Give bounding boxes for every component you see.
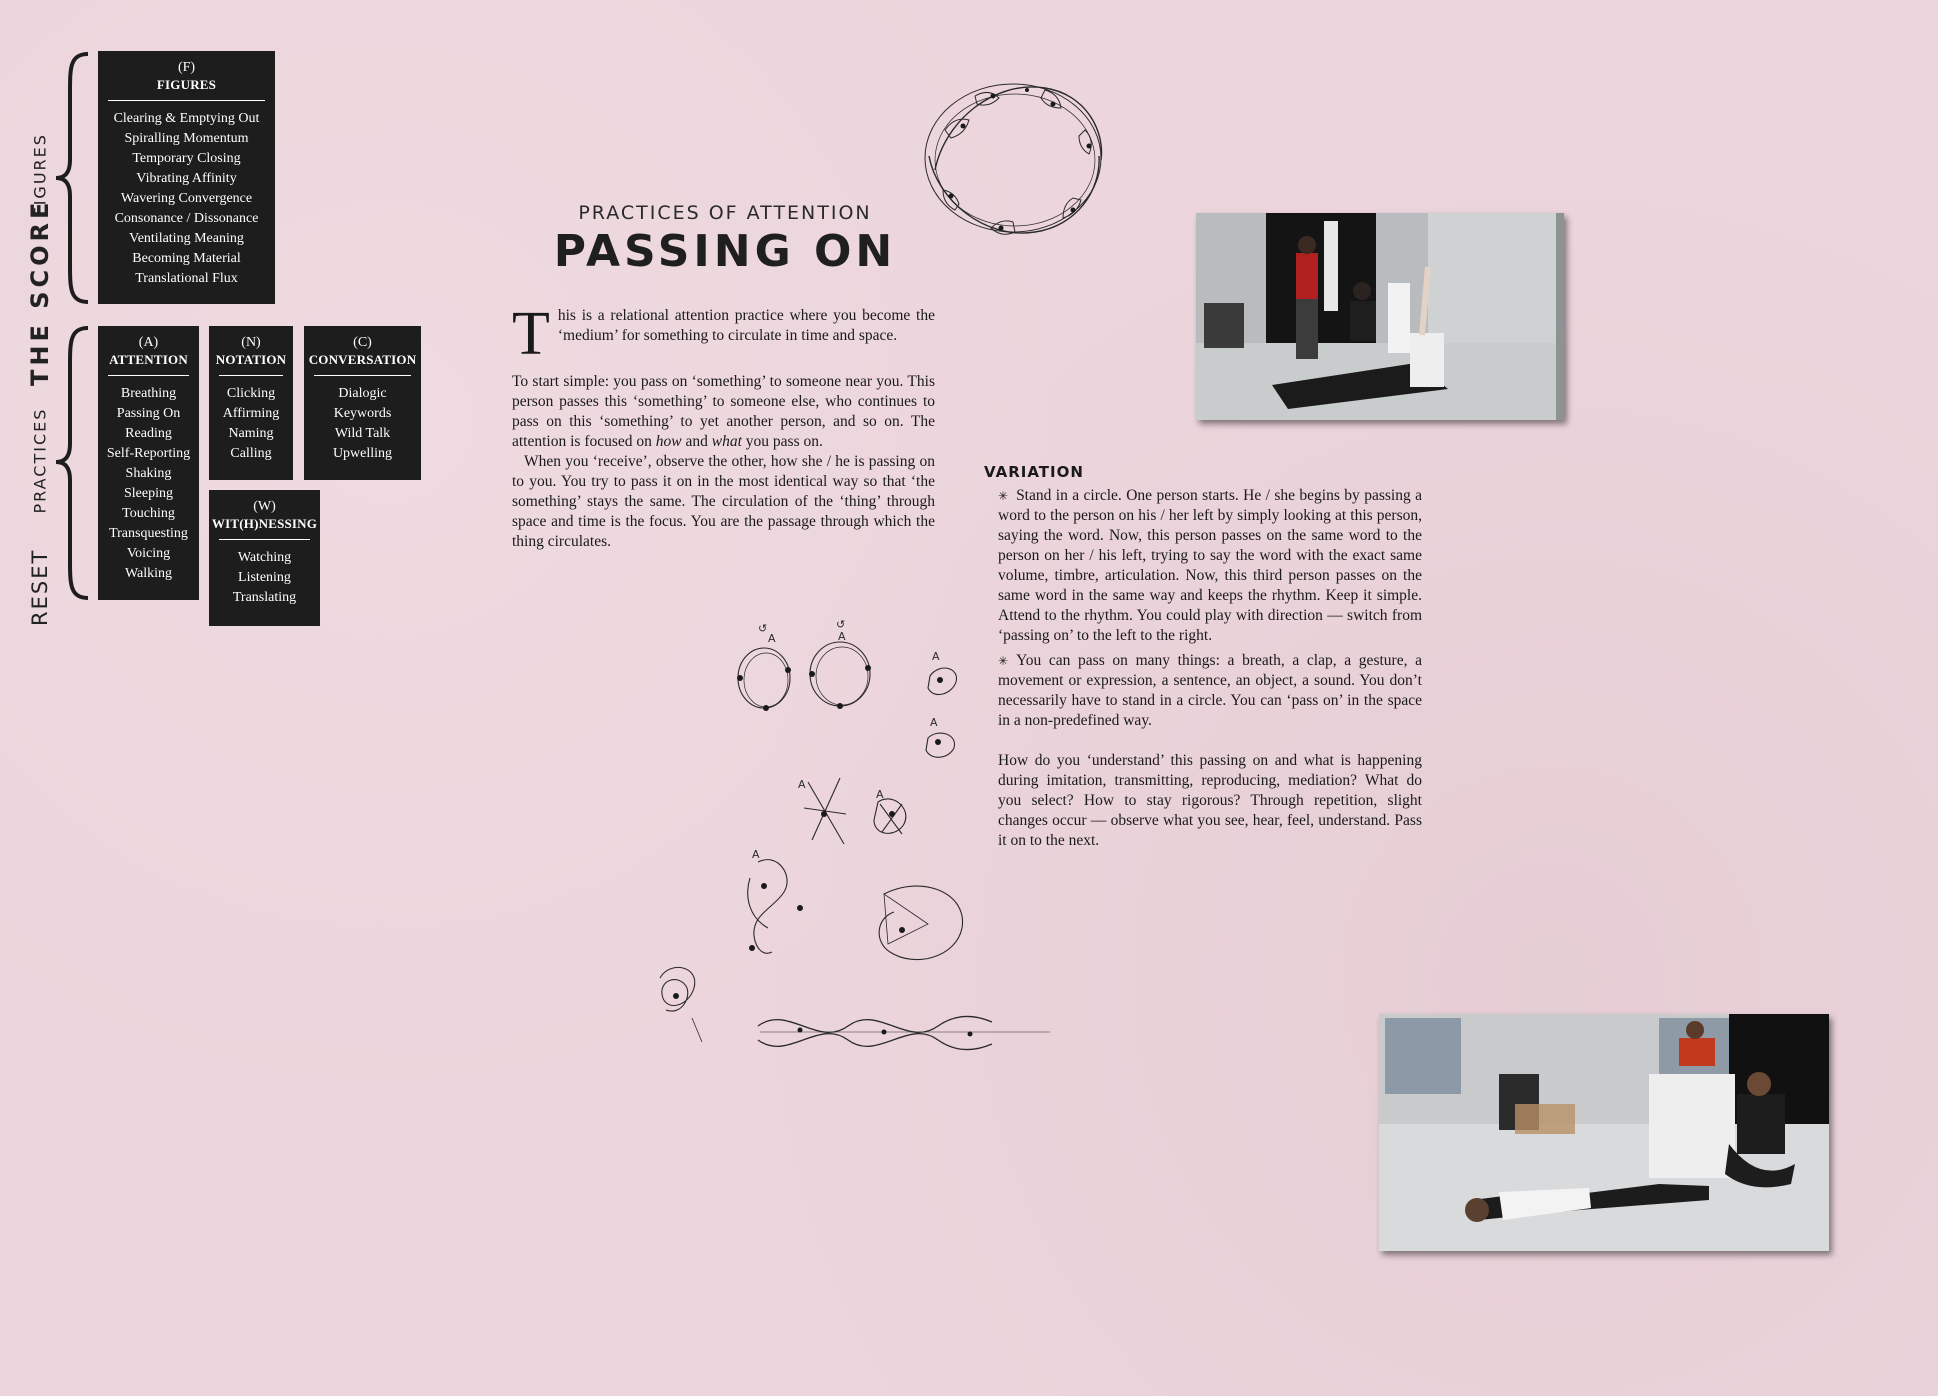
figures-item[interactable]: Temporary Closing — [132, 151, 241, 166]
figures-item[interactable]: Wavering Convergence — [120, 191, 253, 206]
body-p2-em-what: what — [711, 433, 742, 450]
attention-box[interactable] — [98, 326, 199, 600]
figures-item[interactable]: Consonance / Dissonance — [114, 211, 259, 226]
notation-letter-a: A — [930, 716, 938, 729]
conversation-box[interactable] — [304, 326, 421, 480]
label-the-score: THE SCORE — [26, 198, 54, 386]
body-paragraph-1 — [512, 300, 935, 368]
body-p2-mid: and — [681, 433, 712, 450]
attention-item[interactable]: Reading — [125, 426, 172, 441]
notation-arrow: ↺ — [758, 622, 768, 635]
body-paragraph-2 — [512, 372, 935, 452]
notation-item[interactable]: Affirming — [222, 406, 280, 421]
witnessing-box[interactable] — [209, 490, 320, 626]
figures-item[interactable]: Becoming Material — [132, 251, 241, 266]
conversation-item[interactable]: Wild Talk — [334, 426, 391, 441]
attention-item[interactable]: Self-Reporting — [106, 446, 191, 461]
label-reset: RESET — [28, 548, 52, 626]
notation-item[interactable]: Clicking — [226, 386, 276, 401]
page-title: PASSING ON — [553, 226, 897, 277]
notation-item[interactable]: Calling — [230, 446, 272, 461]
wreath-drawing — [905, 60, 1125, 260]
attention-code: (A) — [138, 335, 159, 350]
conversation-item[interactable]: Dialogic — [338, 386, 387, 401]
figures-item[interactable]: Clearing & Emptying Out — [113, 111, 260, 126]
notation-letter-a: A — [838, 630, 846, 643]
notation-box[interactable] — [209, 326, 293, 480]
attention-item[interactable]: Passing On — [116, 406, 181, 421]
conversation-title: CONVERSATION — [308, 352, 417, 367]
conversation-item[interactable]: Upwelling — [332, 446, 393, 461]
notation-letter-a: A — [768, 632, 776, 645]
body-p2-b: you pass on. — [741, 433, 823, 450]
witnessing-item[interactable]: Watching — [237, 550, 292, 565]
body-p2-em-how: how — [655, 433, 682, 450]
figures-item[interactable]: Ventilating Meaning — [129, 231, 244, 246]
practices-brace — [54, 326, 94, 600]
notation-letter-a: A — [798, 778, 806, 791]
variation-item-1 — [998, 486, 1422, 646]
photo-performers-1-image — [1196, 213, 1564, 420]
label-practices: PRACTICES — [30, 407, 50, 514]
figures-box[interactable] — [98, 51, 275, 304]
figures-divider — [108, 100, 265, 101]
asterisk-icon: ✳ — [998, 654, 1009, 668]
notation-item[interactable]: Naming — [228, 426, 274, 441]
body-paragraph-3: When you ‘receive’, observe the other, how she / he is passing on to you. You try to pass it on in the most identical way so that ‘the something’ stays the same. The circulation of the ‘thing’ through space and time is the focus. You are the passage through which the thing circulates. — [512, 453, 935, 550]
photo-performers-1 — [1196, 213, 1564, 420]
page-subtitle: PRACTICES OF ATTENTION — [578, 202, 872, 224]
witnessing-code: (W) — [253, 499, 276, 514]
attention-item[interactable]: Transquesting — [109, 526, 188, 541]
figures-code: (F) — [177, 60, 196, 75]
witnessing-divider — [219, 539, 310, 540]
variation-heading: VARIATION — [984, 463, 1084, 481]
conversation-divider — [314, 375, 411, 376]
label-figures: FIGURES — [30, 133, 50, 217]
notation-letter-a: A — [932, 650, 940, 663]
asterisk-icon: ✳ — [998, 489, 1009, 503]
variation-closing: How do you ‘understand’ this passing on and what is happening during imitation, transmitting, reproducing, mediation? What do you select? How to stay rigorous? Through repetition, slight changes occur — observe what you see, hear, feel, understand. Pass it on to the next. — [998, 752, 1422, 849]
witnessing-item[interactable]: Translating — [232, 590, 297, 605]
body-p1-text: his is a relational attention practice where you become the ‘medium’ for something to circulate in time and space. — [557, 307, 935, 344]
dropcap: T — [512, 300, 550, 368]
figures-item[interactable]: Translational Flux — [135, 271, 238, 286]
figures-item[interactable]: Spiralling Momentum — [124, 131, 249, 146]
variation-item-2 — [998, 651, 1422, 731]
attention-item[interactable]: Voicing — [126, 546, 171, 561]
attention-title: ATTENTION — [109, 352, 188, 367]
variation-item-2-text: You can pass on many things: a breath, a clap, a gesture, a movement or expression, a sentence, an object, a sound. You don’t necessarily have to stand in a circle. You can ‘pass on’ in the space in a non-predefined way. — [998, 652, 1422, 729]
attention-divider — [108, 375, 189, 376]
conversation-item[interactable]: Keywords — [333, 406, 392, 421]
notation-sketches — [640, 618, 1060, 1078]
variation-text — [998, 486, 1422, 851]
figures-item[interactable]: Vibrating Affinity — [136, 171, 237, 186]
figures-title: FIGURES — [156, 77, 217, 92]
attention-item[interactable]: Shaking — [125, 466, 172, 481]
body-p2-a: To start simple: you pass on ‘something’ to someone near you. This person passes this ‘something’ to someone else, who continues to pass on this ‘something’ to yet another person, and so on. The attention is focused on — [512, 373, 935, 450]
notation-letter-a: A — [752, 848, 760, 861]
photo-performers-2 — [1379, 1014, 1829, 1251]
attention-item[interactable]: Touching — [122, 506, 175, 521]
notation-letter-a: A — [876, 788, 884, 801]
conversation-code: (C) — [353, 335, 372, 350]
attention-item[interactable]: Breathing — [120, 386, 177, 401]
witnessing-item[interactable]: Listening — [238, 570, 291, 585]
body-text — [512, 300, 935, 552]
notation-code: (N) — [241, 335, 261, 350]
notation-divider — [219, 375, 283, 376]
variation-item-1-text: Stand in a circle. One person starts. He / she begins by passing a word to the person on his / her left by simply looking at this person, saying the word. Now, this person passes on the same word to the person on her / his left, trying to say the word with the exact same volume, timbre, articulation. Now, this third person passes on the same word in the same way and keeps the rhythm. Keep it simple. Attend to the rhythm. You could play with direction — switch from ‘passing on’ to the left to the right. — [998, 487, 1422, 644]
attention-item[interactable]: Walking — [124, 566, 173, 581]
notation-title: NOTATION — [215, 352, 287, 367]
photo-performers-2-image — [1379, 1014, 1829, 1251]
figures-brace — [54, 52, 94, 304]
attention-item[interactable]: Sleeping — [124, 486, 173, 501]
witnessing-title: WIT(H)NESSING — [211, 516, 318, 531]
notation-arrow: ↺ — [836, 618, 846, 631]
